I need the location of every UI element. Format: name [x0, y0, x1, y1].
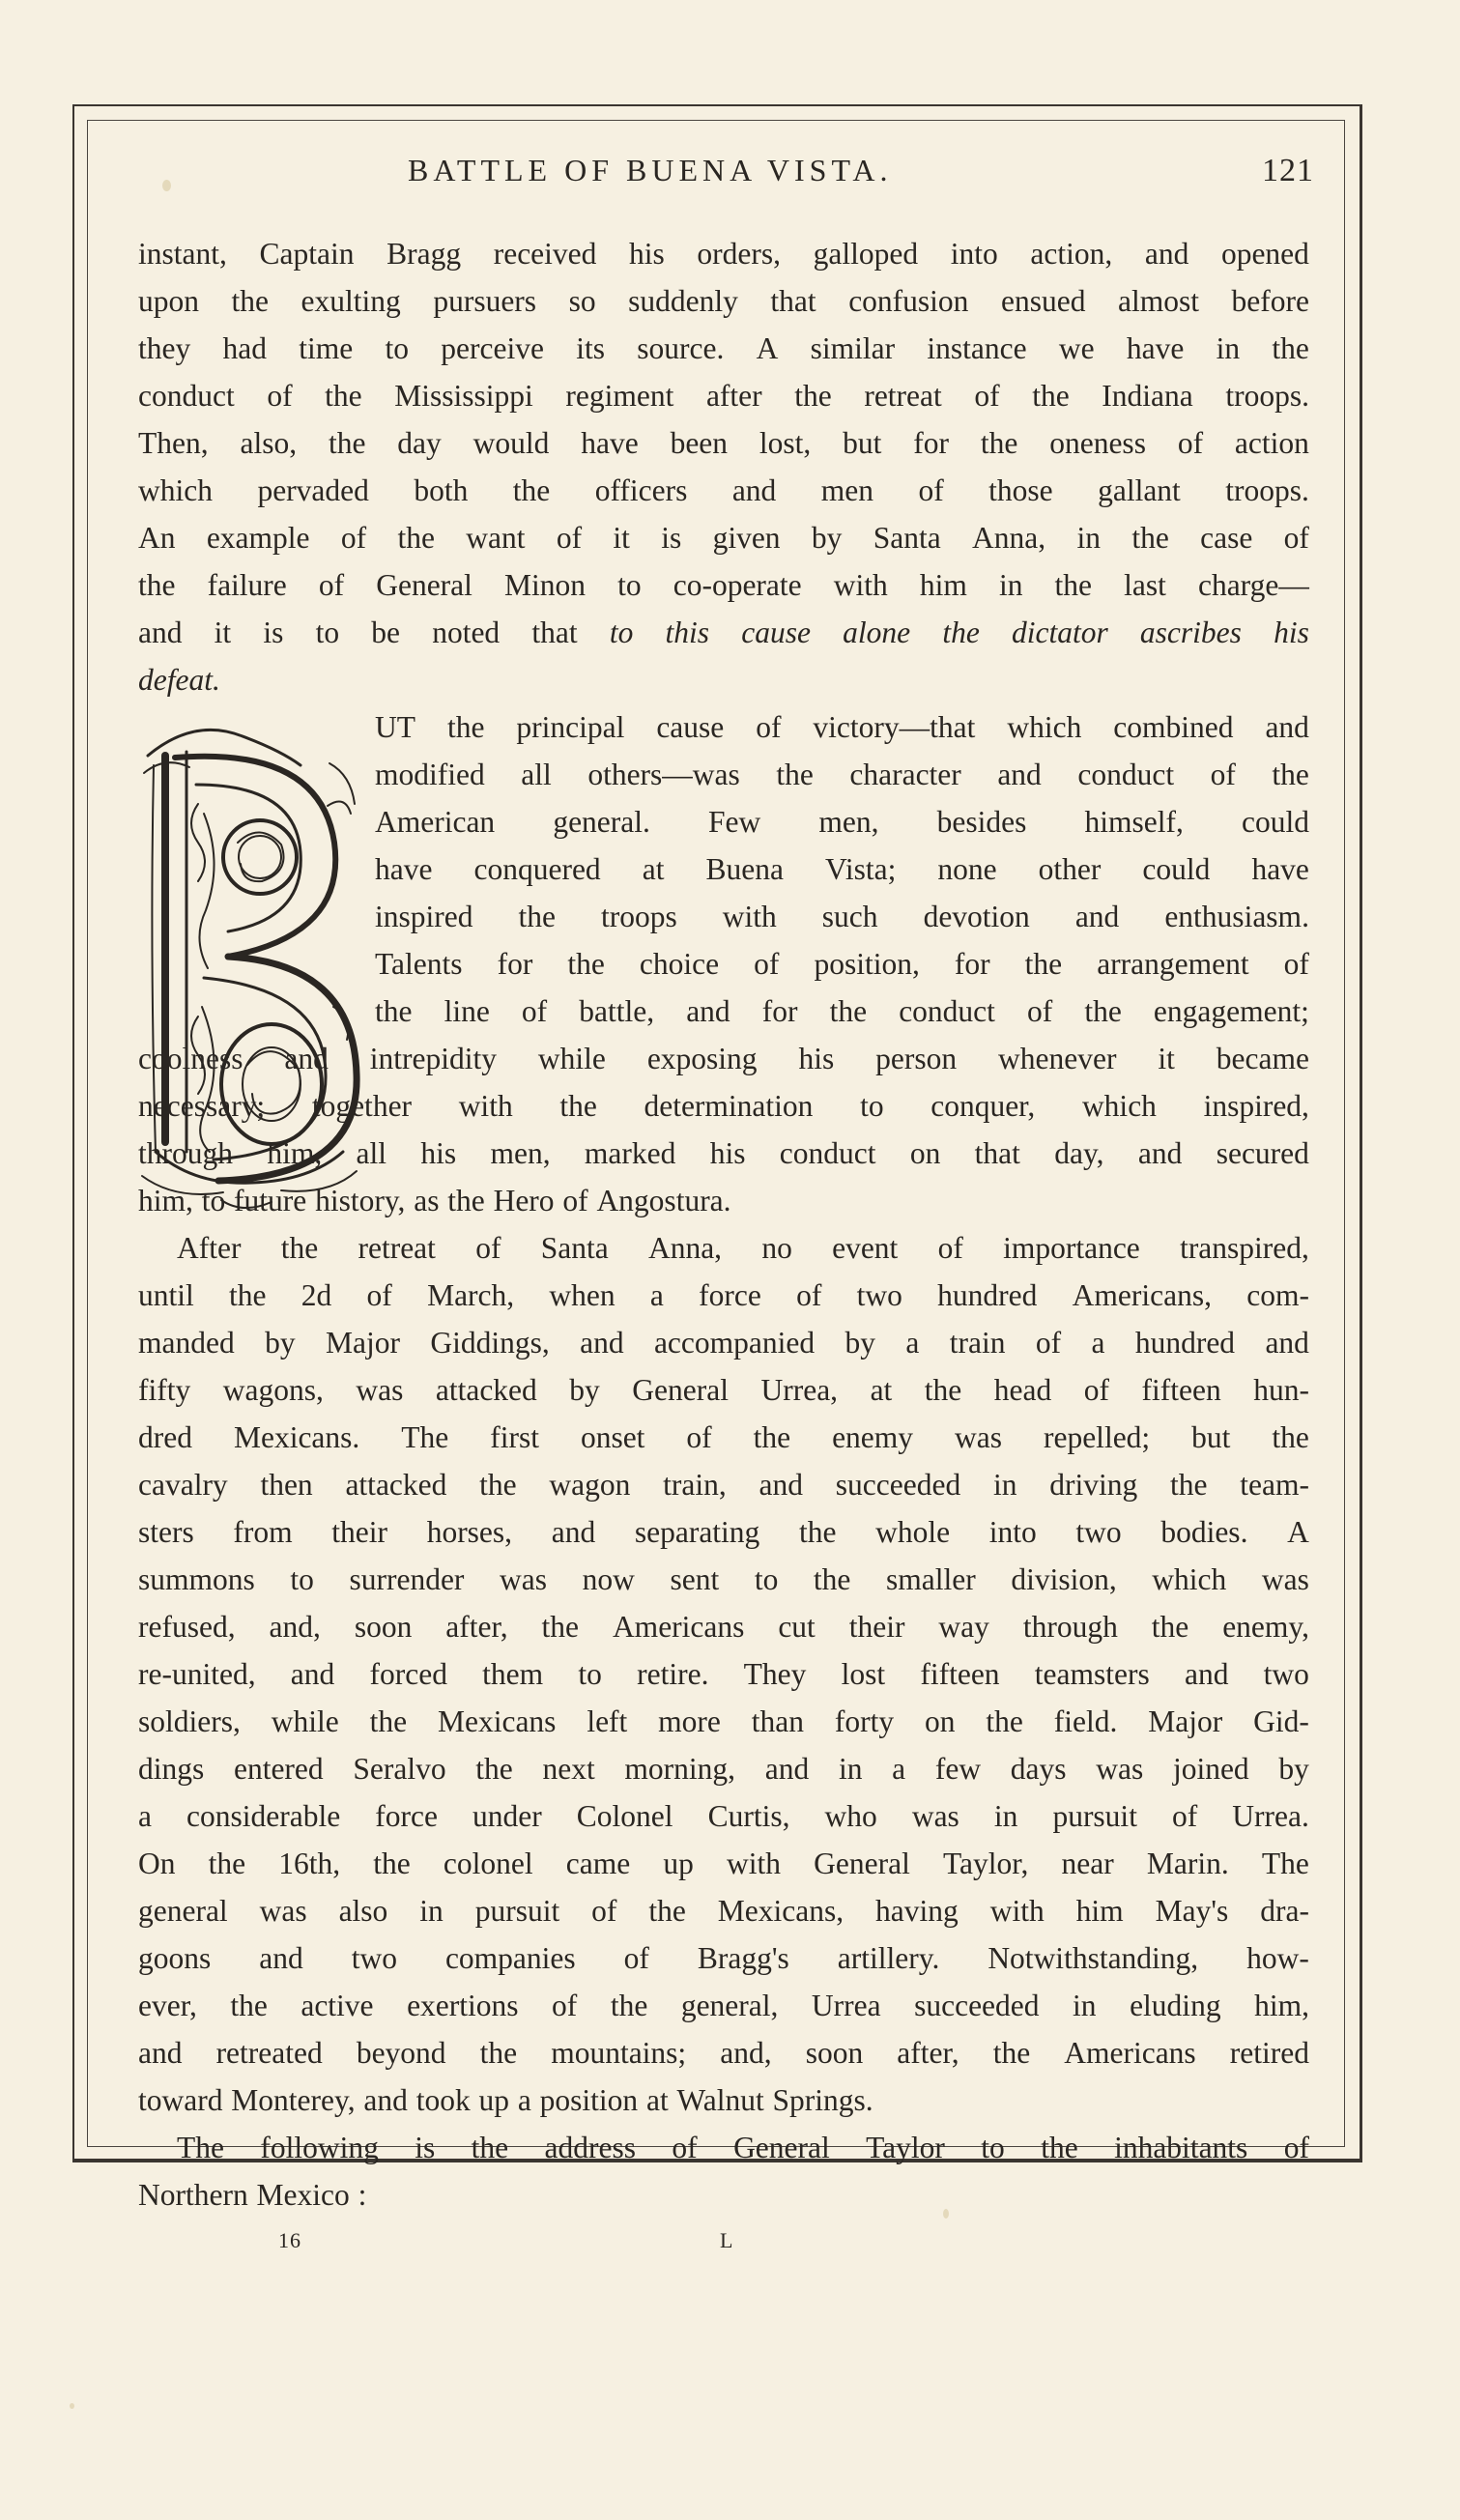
text-line: American general. Few men, besides himself, could	[375, 805, 1309, 839]
text-line: the failure of General Minon to co-operate with him in the last charge—	[138, 568, 1309, 602]
text-line: him, to future history, as the Hero of Angostura.	[138, 1184, 731, 1217]
text-line: sters from their horses, and separating the whole into two bodies. A	[138, 1515, 1309, 1549]
text-line: ever, the active exertions of the general, Urrea succeeded in eluding him,	[138, 1989, 1309, 2022]
text-line: Talents for the choice of position, for the arrangement of	[375, 947, 1309, 981]
text-line: the line of battle, and for the conduct of the engagement;	[375, 994, 1309, 1028]
text-line: modified all others—was the character and conduct of the	[375, 758, 1309, 791]
body-text	[138, 230, 1309, 2219]
text-line: they had time to perceive its source. A similar instance we have in the	[138, 331, 1309, 365]
text-line: Then, also, the day would have been lost, but for the oneness of action	[138, 426, 1309, 460]
text-line: inspired the troops with such devotion and enthusiasm.	[375, 900, 1309, 933]
text-line: upon the exulting pursuers so suddenly that confusion ensued almost before	[138, 284, 1309, 318]
text-line: and it is to be noted that to this cause alone the dictator ascribes his	[138, 616, 1309, 649]
text-line: fifty wagons, was attacked by General Urrea, at the head of fifteen hun-	[138, 1373, 1309, 1407]
signature-letter: L	[720, 2228, 734, 2252]
signature-number: 16	[278, 2228, 301, 2252]
text-line: summons to surrender was now sent to the smaller division, which was	[138, 1562, 1309, 1596]
text-line: On the 16th, the colonel came up with General Taylor, near Marin. The	[138, 1847, 1309, 1880]
text-line: instant, Captain Bragg received his orders, galloped into action, and opened	[138, 237, 1309, 271]
text-line: After the retreat of Santa Anna, no event of importance transpired,	[177, 1231, 1309, 1265]
text-line: toward Monterey, and took up a position at Walnut Springs.	[138, 2083, 873, 2117]
text-line: through him, all his men, marked his conduct on that day, and secured	[138, 1136, 1309, 1170]
text-line: dings entered Seralvo the next morning, and in a few days was joined by	[138, 1752, 1309, 1786]
page-number: 121	[1262, 153, 1314, 188]
text-line: have conquered at Buena Vista; none other could have	[375, 852, 1309, 886]
text-line: conduct of the Mississippi regiment after the retreat of the Indiana troops.	[138, 379, 1309, 413]
text-line: dred Mexicans. The first onset of the enemy was repelled; but the	[138, 1420, 1309, 1454]
text-line: until the 2d of March, when a force of two hundred Americans, com-	[138, 1278, 1309, 1312]
text-line: which pervaded both the officers and men of those gallant troops.	[138, 473, 1309, 507]
text-line: cavalry then attacked the wagon train, and succeeded in driving the team-	[138, 1468, 1309, 1502]
paper-spot	[70, 2403, 74, 2409]
text-line: coolness and intrepidity while exposing his person whenever it became	[138, 1042, 1309, 1075]
text-line: UT the principal cause of victory—that which combined and	[375, 710, 1309, 744]
text-line: Northern Mexico :	[138, 2178, 367, 2212]
text-line: and retreated beyond the mountains; and, soon after, the Americans retired	[138, 2036, 1309, 2070]
text-line: goons and two companies of Bragg's artillery. Notwithstanding, how-	[138, 1941, 1309, 1975]
text-line: a considerable force under Colonel Curtis, who was in pursuit of Urrea.	[138, 1799, 1309, 1833]
text-line: manded by Major Giddings, and accompanied by a train of a hundred and	[138, 1326, 1309, 1360]
text-line: defeat.	[138, 663, 220, 697]
text-line: An example of the want of it is given by Santa Anna, in the case of	[138, 521, 1309, 555]
page-header	[135, 153, 1314, 199]
text-line: re-united, and forced them to retire. They lost fifteen teamsters and two	[138, 1657, 1309, 1691]
text-line: The following is the address of General Taylor to the inhabitants of	[177, 2131, 1309, 2164]
running-head: BATTLE OF BUENA VISTA.	[408, 153, 893, 187]
decorated-initial-b-icon	[136, 698, 360, 1277]
text-line: general was also in pursuit of the Mexicans, having with him May's dra-	[138, 1894, 1309, 1928]
text-line: refused, and, soon after, the Americans cut their way through the enemy,	[138, 1610, 1309, 1644]
text-line: necessary; together with the determination to conquer, which inspired,	[138, 1089, 1309, 1123]
text-line: soldiers, while the Mexicans left more than forty on the field. Major Gid-	[138, 1704, 1309, 1738]
